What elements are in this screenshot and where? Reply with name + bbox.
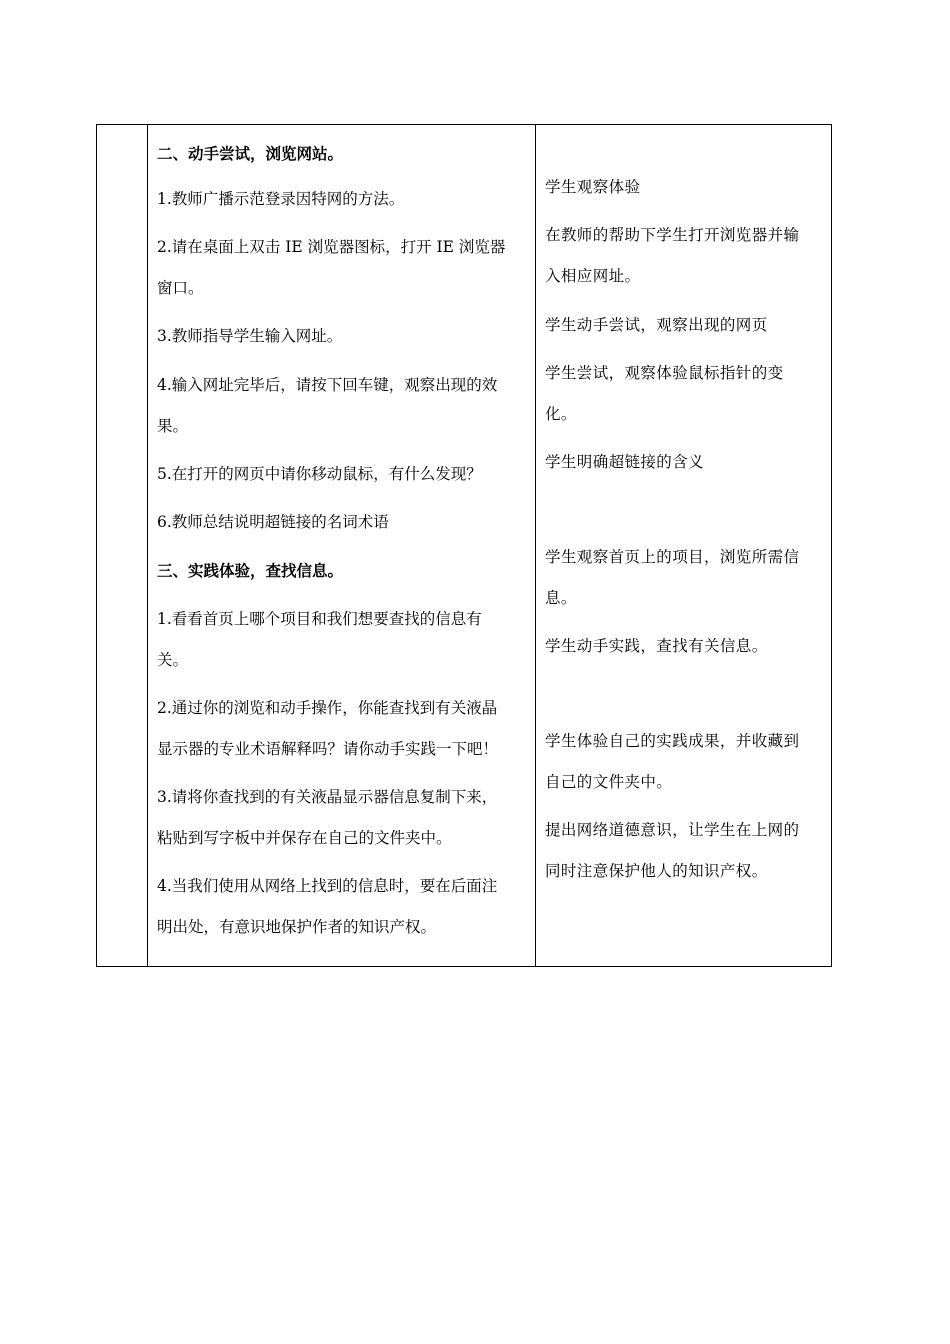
student-text: 学生明确超链接的含义 <box>545 453 705 471</box>
step-text: 明出处，有意识地保护作者的知识产权。 <box>157 918 437 936</box>
step-text: 4.输入网址完毕后，请按下回车键，观察出现的效 <box>157 376 498 394</box>
step-text: 粘贴到写字板中并保存在自己的文件夹中。 <box>157 829 452 847</box>
student-text: 在教师的帮助下学生打开浏览器并输 <box>545 226 800 244</box>
step-text: 窗口。 <box>157 279 204 297</box>
step-text: 2.通过你的浏览和动手操作，你能查找到有关液晶 <box>157 699 498 717</box>
student-activity-column <box>536 125 831 966</box>
lesson-plan-table <box>96 124 832 967</box>
student-text: 自己的文件夹中。 <box>545 773 673 791</box>
student-text: 学生观察体验 <box>545 178 641 196</box>
student-text: 学生动手实践，查找有关信息。 <box>545 637 768 655</box>
step-text: 2.请在桌面上双击 IE 浏览器图标，打开 IE 浏览器 <box>157 238 506 256</box>
student-text: 同时注意保护他人的知识产权。 <box>545 862 768 880</box>
student-text: 提出网络道德意识，让学生在上网的 <box>545 821 800 839</box>
step-text: 1.教师广播示范登录因特网的方法。 <box>157 190 405 208</box>
step-text: 显示器的专业术语解释吗？请你动手实践一下吧！ <box>157 740 499 758</box>
step-text: 3.请将你查找到的有关液晶显示器信息复制下来， <box>157 788 498 806</box>
step-text: 关。 <box>157 651 189 669</box>
student-text: 学生体验自己的实践成果，并收藏到 <box>545 732 800 750</box>
step-text: 3.教师指导学生输入网址。 <box>157 327 343 345</box>
section-3-heading: 三、实践体验，查找信息。 <box>157 561 344 580</box>
student-text: 息。 <box>545 589 577 607</box>
student-text: 学生动手尝试，观察出现的网页 <box>545 316 768 334</box>
student-text: 学生尝试，观察体验鼠标指针的变 <box>545 364 784 382</box>
student-text: 入相应网址。 <box>545 267 641 285</box>
step-text: 1.看看首页上哪个项目和我们想要查找的信息有 <box>157 610 482 628</box>
step-text: 6.教师总结说明超链接的名词术语 <box>157 513 389 531</box>
step-text: 4.当我们使用从网络上找到的信息时，要在后面注 <box>157 877 498 895</box>
step-text: 果。 <box>157 417 189 435</box>
stage-column <box>97 125 148 966</box>
teacher-activity-column <box>148 125 536 966</box>
step-text: 5.在打开的网页中请你移动鼠标，有什么发现？ <box>157 465 482 483</box>
section-2-heading: 二、动手尝试，浏览网站。 <box>157 144 344 163</box>
student-text: 学生观察首页上的项目，浏览所需信 <box>545 548 800 566</box>
student-text: 化。 <box>545 405 577 423</box>
